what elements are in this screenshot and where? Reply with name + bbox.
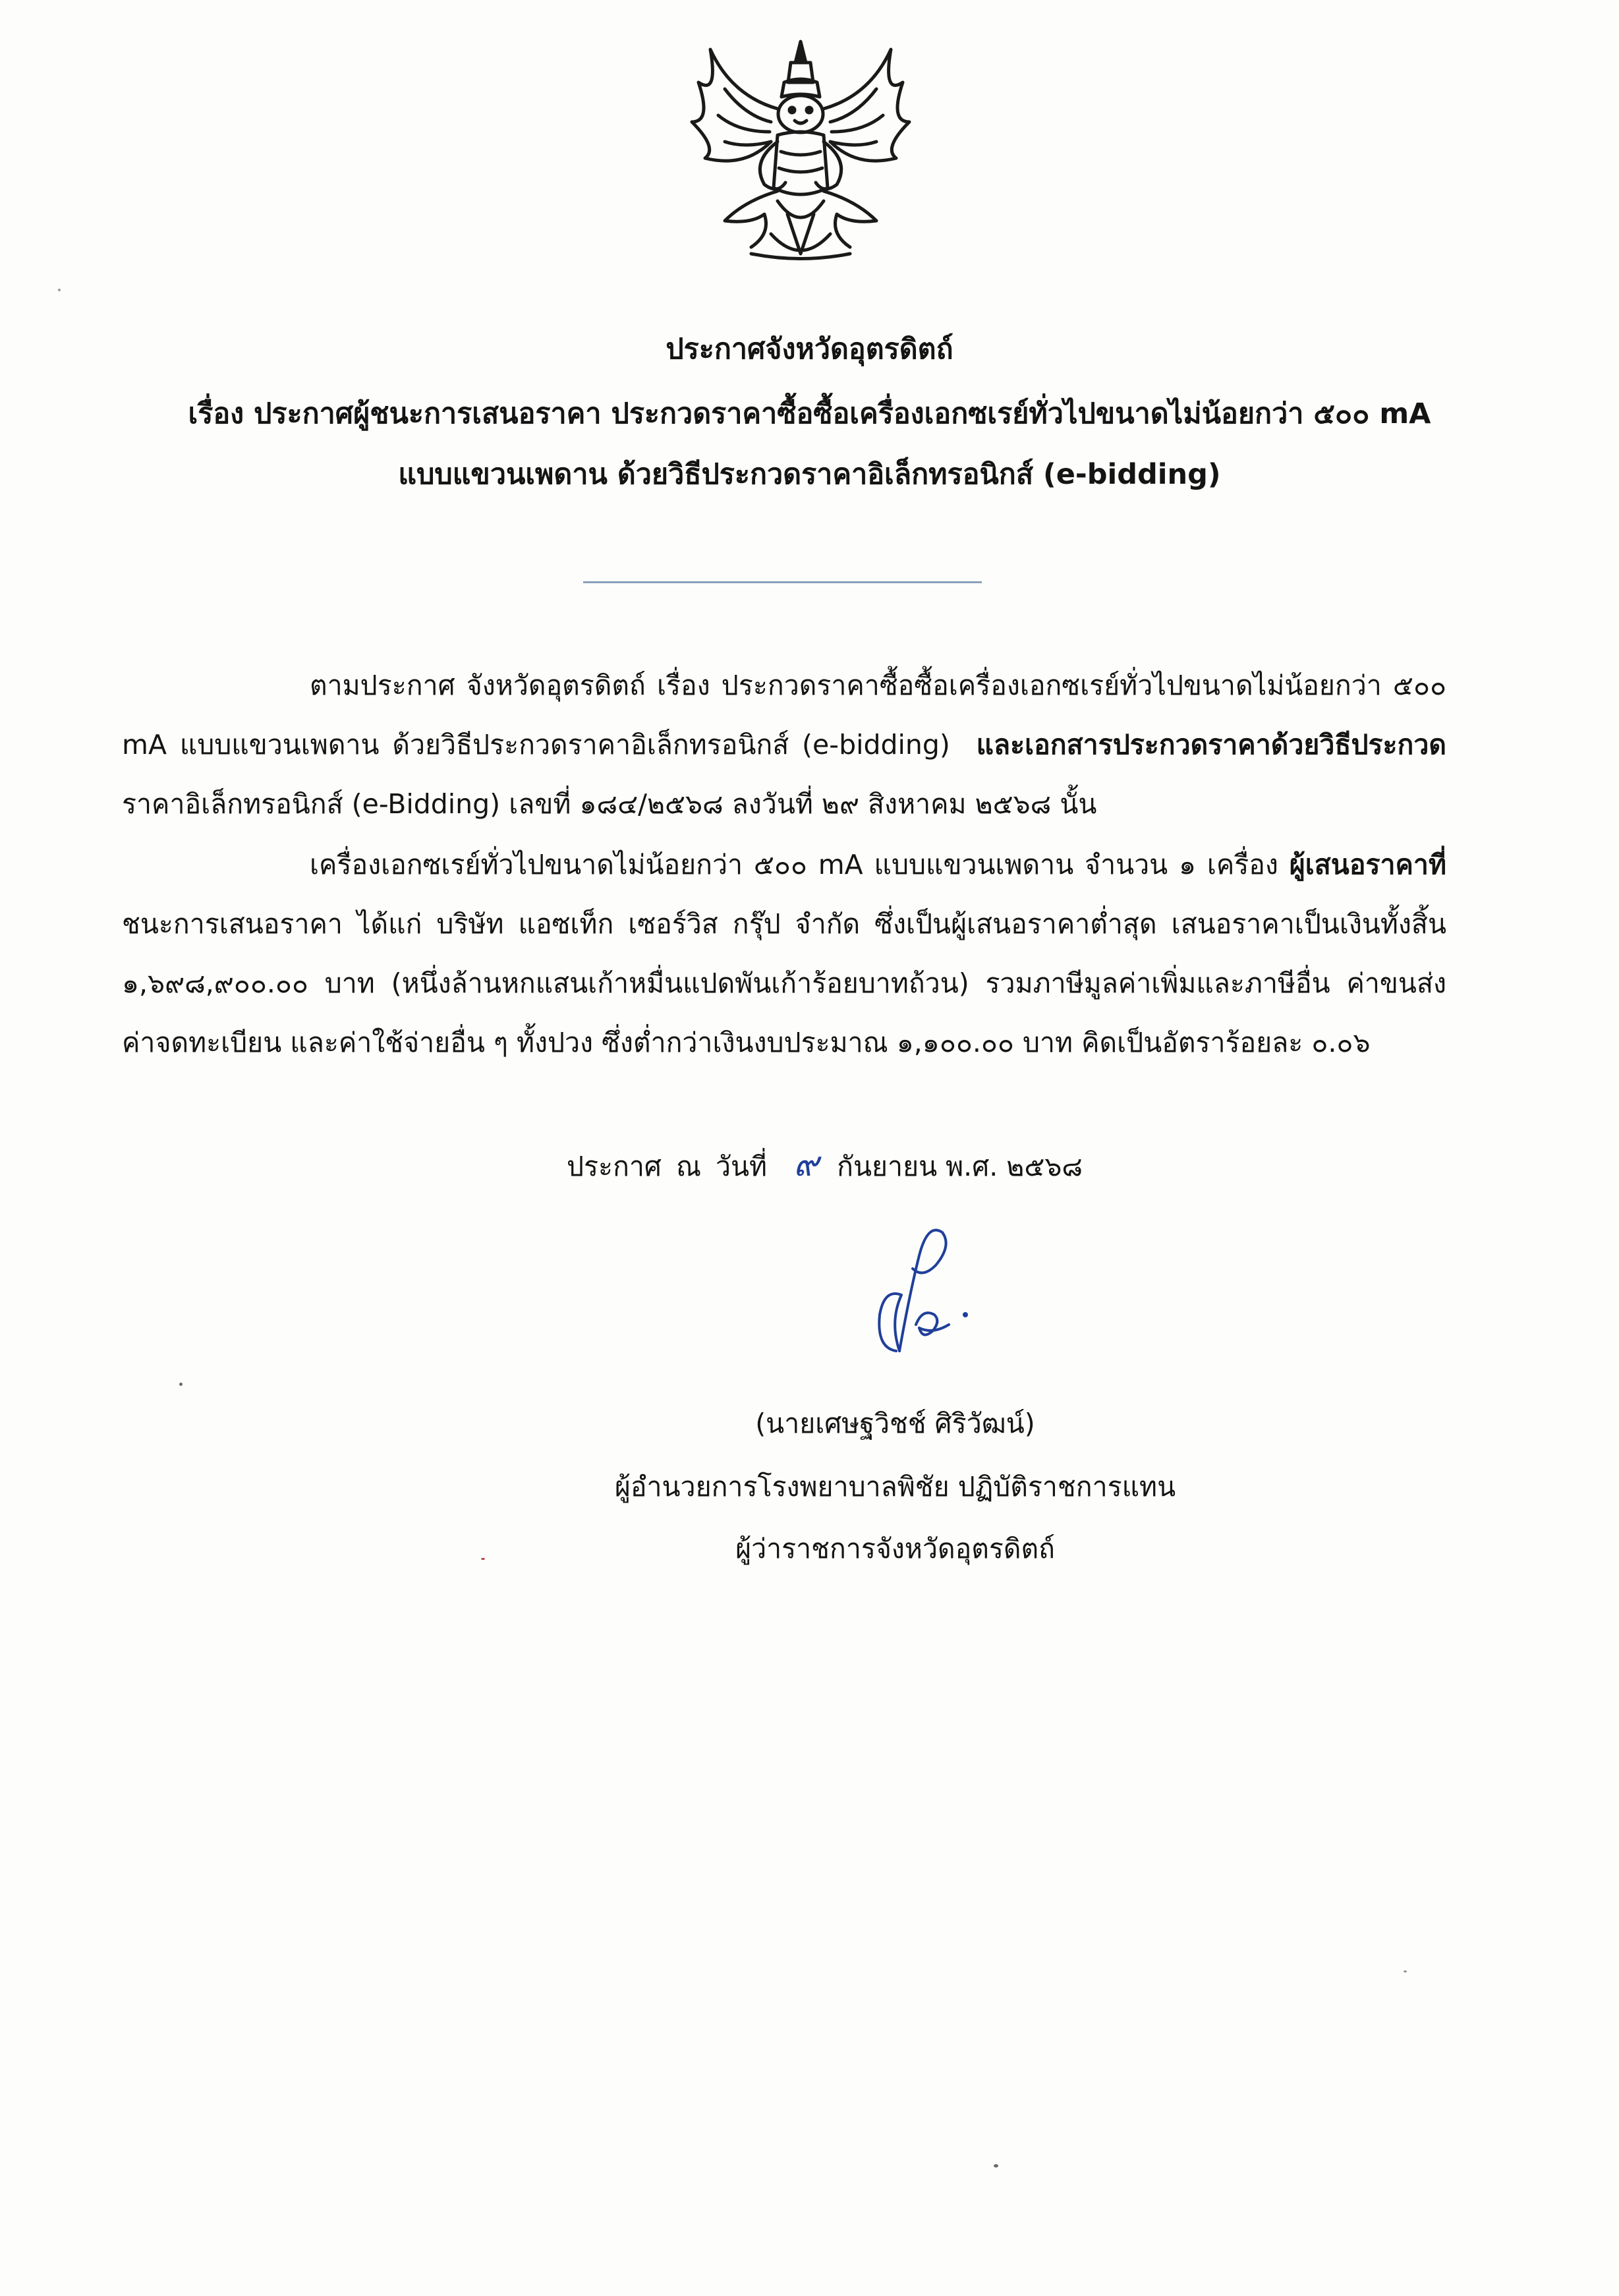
agency-title: ประกาศจังหวัดอุตรดิตถ์ [666,333,953,366]
paragraph-1-line-1: ตามประกาศ จังหวัดอุตรดิตถ์ เรื่อง ประกวดราคาซื้อซื้อเครื่องเอกซเรย์ทั่วไปขนาดไม่น้อยกว่า ๕๐๐ [310,670,1446,701]
date-label-announce: ประกาศ [567,1151,662,1182]
paragraph-1-line-2-bold: และเอกสารประกวดราคาด้วยวิธีประกวด [976,729,1446,761]
announcement-date [567,1145,1097,1186]
paragraph-2-line-1 [310,845,1446,884]
subject-line-1: เรื่อง ประกาศผู้ชนะการเสนอราคา ประกวดราคาซื้อซื้อเครื่องเอกซเรย์ทั่วไปขนาดไม่น้อยกว่า ๕๐๐ mA [188,397,1431,430]
date-month-year: กันยายน พ.ศ. ๒๕๖๘ [837,1151,1083,1182]
scan-speck [481,1558,485,1560]
paragraph-2-line-3: ๑,๖๙๘,๙๐๐.๐๐ บาท (หนึ่งล้านหกแสนเก้าหมื่นแปดพันเก้าร้อยบาทถ้วน) รวมภาษีมูลค่าเพิ่มและภาษีอื่น ค่าขนส่ง [122,967,1446,999]
scan-speck [994,2164,998,2167]
signatory-position: ผู้อำนวยการโรงพยาบาลพิชัย ปฏิบัติราชการแทน [614,1471,1176,1503]
paragraph-2-line-1-bold: ผู้เสนอราคาที่ [1289,849,1446,880]
paragraph-2-line-1-text: เครื่องเอกซเรย์ทั่วไปขนาดไม่น้อยกว่า ๕๐๐ mA แบบแขวนเพดาน จำนวน ๑ เครื่อง [310,849,1278,880]
handwritten-signature [850,1216,982,1367]
title-divider [583,581,982,583]
signatory-name: (นายเศษฐวิชช์ ศิริวัฒน์) [755,1408,1035,1439]
date-label-at: ณ [675,1151,701,1182]
paragraph-1-line-2 [122,725,1446,764]
paragraph-1-line-3: ราคาอิเล็กทรอนิกส์ (e-Bidding) เลขที่ ๑๘๔/๒๕๖๘ ลงวันที่ ๒๙ สิงหาคม ๒๕๖๘ นั้น [122,788,1097,820]
garuda-emblem-icon [672,36,929,273]
date-label-day: วันที่ [716,1151,768,1182]
subject-line-2: แบบแขวนเพดาน ด้วยวิธีประกวดราคาอิเล็กทรอนิกส์ (e-bidding) [398,458,1221,491]
scan-speck [1404,1970,1407,1972]
paragraph-2-line-2: ชนะการเสนอราคา ได้แก่ บริษัท แอซเท็ก เซอร์วิส กรุ๊ป จำกัด ซึ่งเป็นผู้เสนอราคาต่ำสุด เสนอราคาเป็นเงินทั้งสิ้น [122,908,1446,940]
handwritten-day: ๙ [793,1145,819,1184]
paragraph-1-line-2-text: mA แบบแขวนเพดาน ด้วยวิธีประกวดราคาอิเล็กทรอนิกส์ (e-bidding) [122,729,950,761]
paragraph-2-line-4: ค่าจดทะเบียน และค่าใช้จ่ายอื่น ๆ ทั้งปวง ซึ่งต่ำกว่าเงินงบประมาณ ๑,๑๐๐.๐๐ บาท คิดเป็นอัตราร้อยละ ๐.๐๖ [122,1027,1371,1058]
signatory-on-behalf: ผู้ว่าราชการจังหวัดอุตรดิตถ์ [735,1533,1055,1564]
scan-speck [179,1383,183,1386]
scan-speck [58,289,61,291]
